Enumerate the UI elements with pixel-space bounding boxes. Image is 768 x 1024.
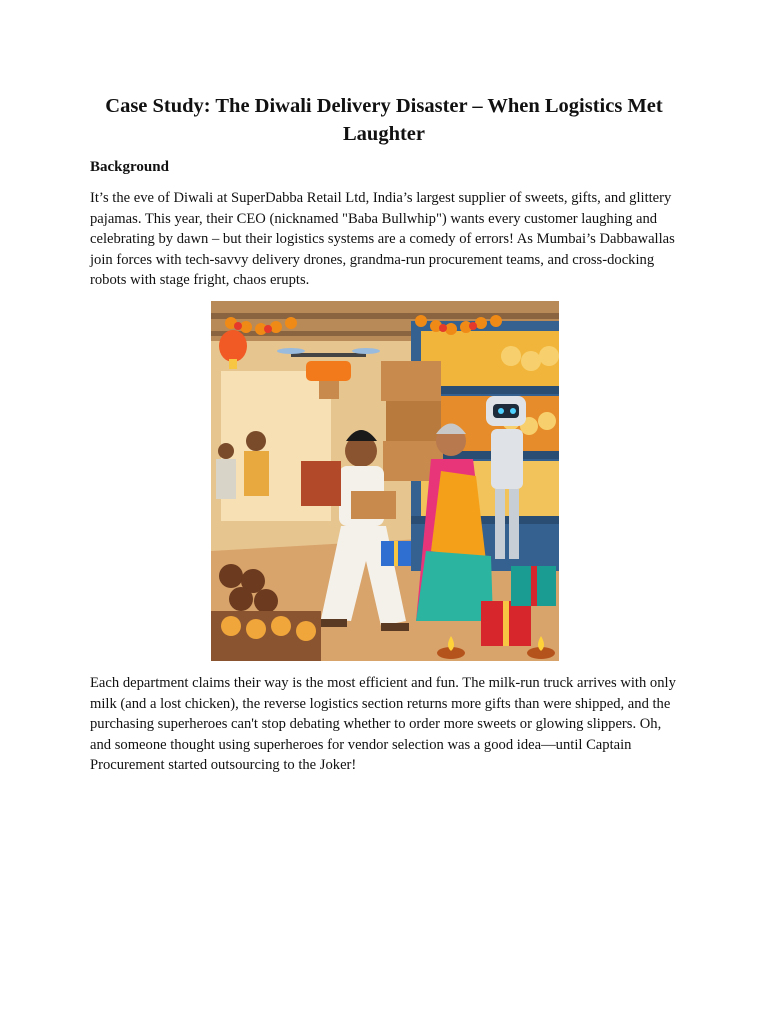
document-title: Case Study: The Diwali Delivery Disaster – When Logistics Met Laughter: [105, 95, 663, 145]
section-heading: Background: [90, 159, 169, 175]
paragraph-background: It’s the eve of Diwali at SuperDabba Retail Ltd, India’s largest supplier of sweets, gifts, and glittery pajamas. This year, their CEO (nicknamed "Baba Bullwhip") wants every customer laughing and celebrating by dawn – but their logistics systems are a comedy of errors! As Mumbai’s Dabbawallas join forces with tech-savvy delivery drones, grandma-run procurement teams, and cross-docking robots with stage fright, chaos erupts.: [90, 190, 675, 288]
diwali-warehouse-illustration: [211, 301, 559, 661]
paragraph-departments: Each department claims their way is the most efficient and fun. The milk-run truck arrives with only milk (and a lost chicken), the reverse logistics section returns more gifts than were shipped, and the purchasing superheroes can't stop debating whether to order more sweets or glowing slippers. Oh, and someone thought using superheroes for vendor selection was a good idea—until Captain Procurement started outsourcing to the Joker!: [90, 675, 676, 773]
